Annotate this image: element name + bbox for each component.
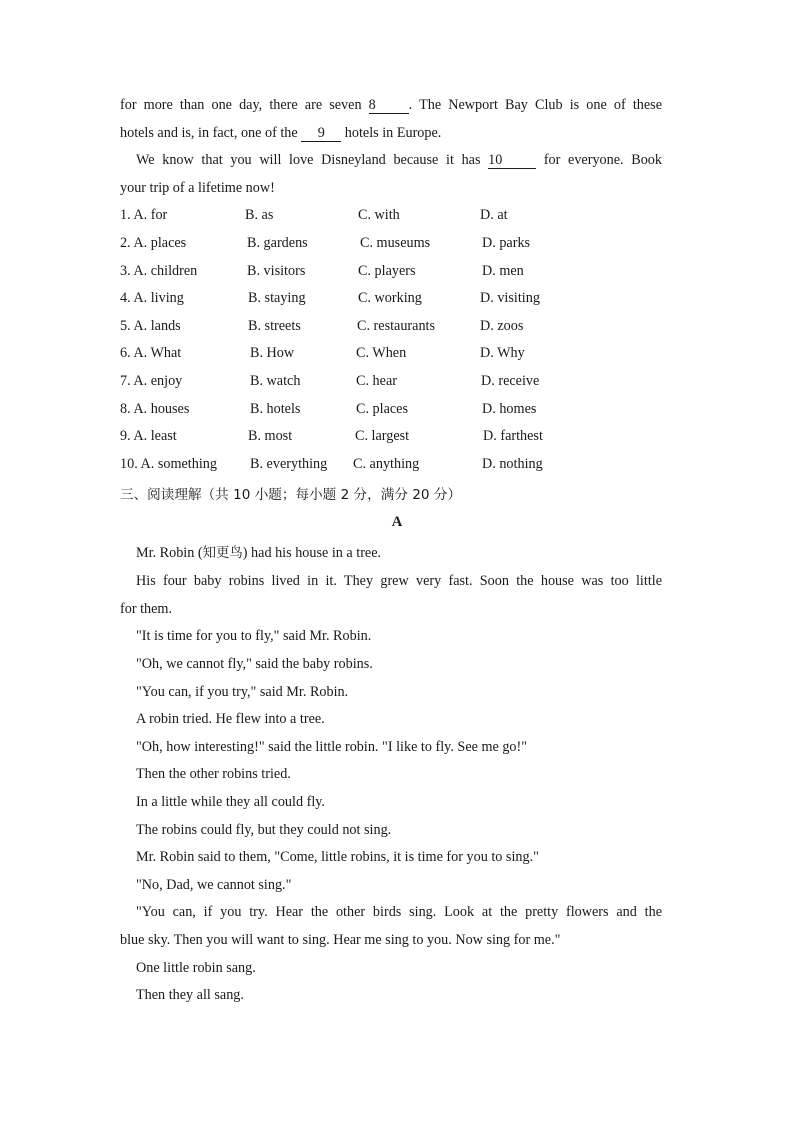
cloze-text: for more than one day, there are seven [120,97,369,113]
option-a: 7. A. enjoy [120,373,183,389]
passage-line: for them. [120,601,173,617]
option-d: D. visiting [480,290,540,306]
option-b: B. How [250,345,295,361]
question-row [120,235,680,253]
option-b: B. visitors [247,263,306,279]
option-c: C. with [358,207,400,223]
cloze-line-4: your trip of a lifetime now! [120,180,275,196]
option-a: 1. A. for [120,207,168,223]
passage-line: Then they all sang. [136,987,244,1003]
blank-9: 9 [301,126,341,142]
option-a: 4. A. living [120,290,184,306]
option-d: D. nothing [482,456,543,472]
option-b: B. gardens [247,235,308,251]
passage-line: "You can, if you try," said Mr. Robin. [136,684,349,700]
option-d: D. receive [481,373,540,389]
question-row [120,428,680,446]
question-row [120,263,680,281]
passage-line: "No, Dad, we cannot sing." [136,877,292,893]
cloze-line-2 [120,125,441,142]
option-d: D. men [482,263,524,279]
option-c: C. largest [355,428,410,444]
section-heading: 三、阅读理解（共 10 小题；每小题 2 分，满分 20 分） [120,487,462,503]
cloze-text: hotels and is, in fact, one of the [120,125,302,141]
cloze-text: . The Newport Bay Club is one of these [408,97,662,113]
passage-line: His four baby robins lived in it. They grew very fast. Soon the house was too little [136,573,662,589]
passage-line: "You can, if you try. Hear the other birds sing. Look at the pretty flowers and the [136,904,662,920]
option-a: 3. A. children [120,263,198,279]
passage-title: A [391,514,403,530]
passage-line: Mr. Robin said to them, "Come, little robins, it is time for you to sing." [136,849,539,865]
passage-line: "Oh, how interesting!" said the little robin. "I like to fly. See me go!" [136,739,528,755]
question-row [120,290,680,308]
question-row [120,401,680,419]
passage-line: The robins could fly, but they could not sing. [136,822,392,838]
option-c: C. places [356,401,409,417]
passage-line: blue sky. Then you will want to sing. Hear me sing to you. Now sing for me." [120,932,561,948]
option-a: 10. A. something [120,456,217,472]
option-a: 6. A. What [120,345,182,361]
option-a: 5. A. lands [120,318,181,334]
option-c: C. working [358,290,422,306]
question-row [120,318,680,336]
option-c: C. players [358,263,416,279]
passage-line [136,542,381,562]
option-c: C. hear [356,373,397,389]
passage-line: Then the other robins tried. [136,766,291,782]
option-b: B. watch [250,373,301,389]
passage-line: In a little while they all could fly. [136,794,325,810]
option-d: D. parks [482,235,531,251]
option-b: B. streets [248,318,301,334]
cloze-line-1 [120,97,662,114]
question-row [120,207,680,225]
blank-10: 10 [488,153,536,169]
option-d: D. zoos [480,318,524,334]
cloze-text: for everyone. Book [536,152,662,168]
option-b: B. as [245,207,274,223]
option-d: D. Why [480,345,525,361]
cloze-line-3 [136,152,662,169]
option-a: 9. A. least [120,428,177,444]
passage-annotation: 知更鸟 [202,546,243,561]
question-row [120,345,680,363]
passage-line: "It is time for you to fly," said Mr. Robin. [136,628,372,644]
option-b: B. most [248,428,293,444]
option-c: C. museums [360,235,431,251]
option-a: 2. A. places [120,235,187,251]
option-b: B. staying [248,290,306,306]
passage-line: "Oh, we cannot fly," said the baby robins. [136,656,373,672]
option-c: C. When [356,345,407,361]
passage-line: One little robin sang. [136,960,256,976]
cloze-text: We know that you will love Disneyland because it has [136,152,489,168]
option-b: B. everything [250,456,328,472]
question-row [120,373,680,391]
option-c: C. anything [353,456,420,472]
option-d: D. homes [482,401,537,417]
option-d: D. farthest [483,428,543,444]
cloze-text: hotels in Europe. [341,125,442,141]
passage-line: A robin tried. He flew into a tree. [136,711,325,727]
option-a: 8. A. houses [120,401,190,417]
question-row [120,456,680,474]
blank-8: 8 [369,98,409,114]
option-b: B. hotels [250,401,301,417]
passage-text: ) had his house in a tree. [242,545,382,561]
option-d: D. at [480,207,508,223]
option-c: C. restaurants [357,318,436,334]
passage-text: Mr. Robin ( [136,545,203,561]
